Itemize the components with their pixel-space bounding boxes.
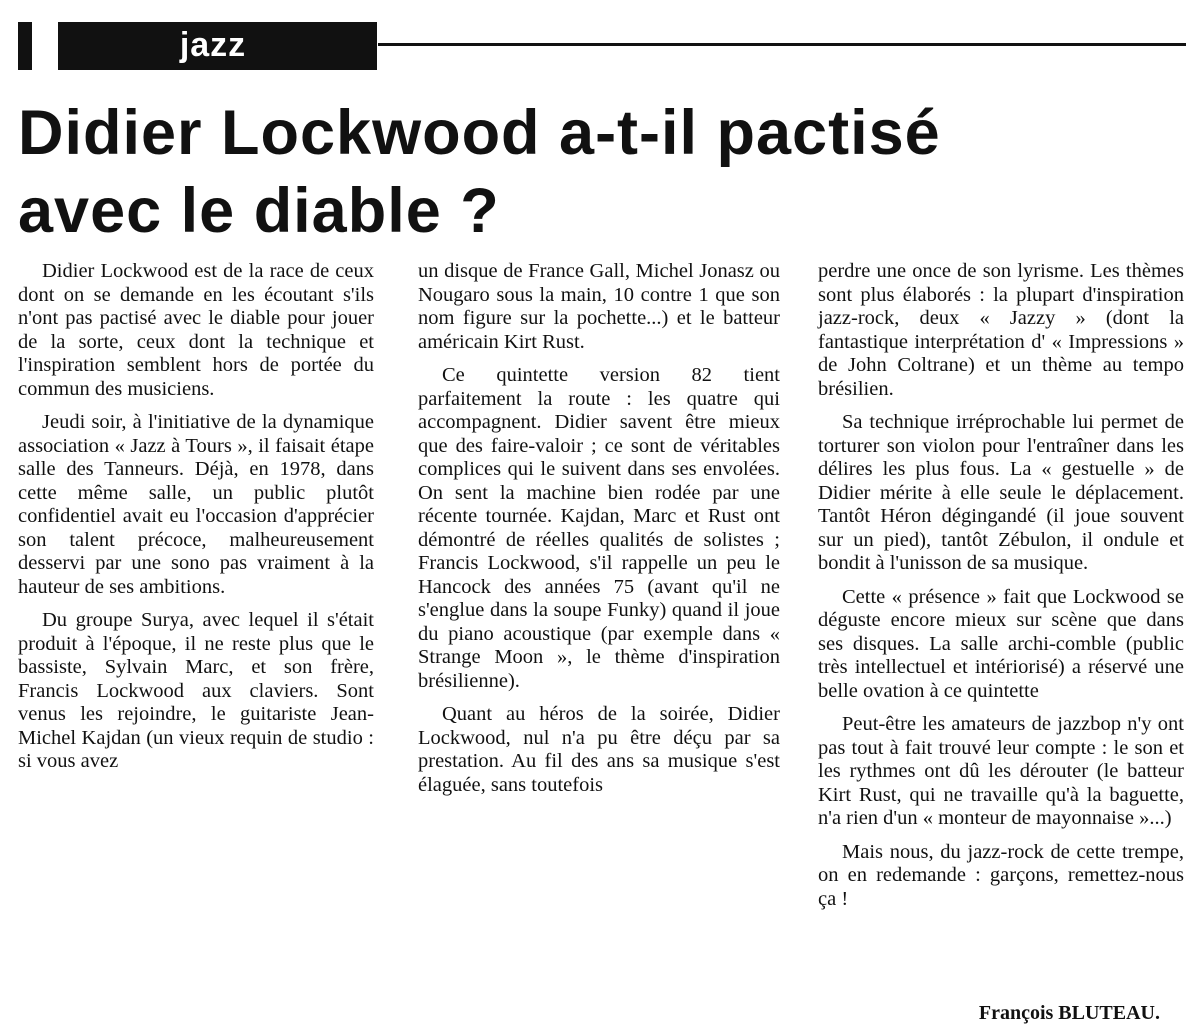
article-column-1: [18, 260, 374, 784]
paragraph: Quant au héros de la soirée, Didier Lockwood, nul n'a pu être déçu par sa prestation. Au fil des ans sa musique s'est élaguée, sans toutefois: [418, 703, 780, 796]
rubric-left-bar: [18, 22, 32, 70]
paragraph: Peut-être les amateurs de jazzbop n'y ont pas tout à fait trouvé leur compte : le son et les rythmes ont dû les dérouter (le batteur Kirt Rust, qui ne travaille qu'à la baguette, n'a rien d'un « monteur de mayonnaise »...): [818, 713, 1184, 829]
article-column-3: [818, 260, 1184, 921]
paragraph: Cette « présence » fait que Lockwood se déguste encore mieux sur scène que dans ses disques. La salle archi-comble (public très intellectuel et intériorisé) a réservé une belle ovation à ce quintette: [818, 585, 1184, 702]
paragraph: Jeudi soir, à l'initiative de la dynamique association « Jazz à Tours », il faisait étape salle des Tanneurs. Déjà, en 1978, dans cette même salle, un public plutôt confidentiel avait eu l'occasion d'apprécier son talent précoce, malheureusement desservi par une sono pas vraiment à la hauteur de ses ambitions.: [18, 411, 374, 598]
headline-line-2: avec le diable ?: [18, 176, 500, 246]
rubric-label: jazz: [179, 26, 247, 64]
rubric-rule-line: [378, 43, 1186, 46]
paragraph: Sa technique irréprochable lui permet de torturer son violon pour l'entraîner dans les délires les plus fous. La « gestuelle » de Didier mérite à elle seule le déplacement. Tantôt Héron dégingandé (il joue souvent sur un pied), tantôt Zébulon, il ondule et bondit à l'unisson de sa musique.: [818, 411, 1184, 574]
paragraph-continued: un disque de France Gall, Michel Jonasz ou Nougaro sous la main, 10 contre 1 que son nom figure sur la pochette...) et le batteur américain Kirt Rust.: [418, 260, 780, 353]
paragraph: Du groupe Surya, avec lequel il s'était produit à l'époque, il ne reste plus que le bassiste, Sylvain Marc, et son frère, Francis Lockwood aux claviers. Sont venus les rejoindre, le guitariste Jean-Michel Kajdan (un vieux requin de studio : si vous avez: [18, 609, 374, 772]
article-headline: [18, 94, 1188, 250]
paragraph-continued: perdre une once de son lyrisme. Les thèmes sont plus élaborés : la plupart d'inspiration jazz-rock, deux « Jazzy » (dont la fantastique interprétation d' « Impressions » de John Coltrane) et un thème au tempo brésilien.: [818, 260, 1184, 400]
author-signature: François BLUTEAU.: [978, 1002, 1160, 1024]
paragraph: Mais nous, du jazz-rock de cette trempe, on en redemande : garçons, remettez-nous ça !: [818, 840, 1184, 910]
paragraph: Didier Lockwood est de la race de ceux dont on se demande en les écoutant s'ils n'ont pas pactisé avec le diable pour jouer de la sorte, ceux dont la technique et l'inspiration semblent hors de portée du commun des musiciens.: [18, 260, 374, 400]
rubric-label-box: [58, 22, 368, 70]
section-rubric: [18, 22, 378, 70]
rubric-right-bar: [363, 22, 377, 70]
article-column-2: [418, 260, 780, 807]
headline-line-1: Didier Lockwood a-t-il pactisé: [18, 98, 941, 168]
paragraph: Ce quintette version 82 tient parfaitement la route : les quatre qui accompagnent. Didier savent être mieux que des faire-valoir ; ce sont de véritables complices qui le suivent dans ses envolées. On sent la machine bien rodée par une récente tournée. Kajdan, Marc et Rust ont démontré de réelles qualités de solistes ; Francis Lockwood, s'il rappelle un peu le Hancock des années 75 (avant qu'il ne s'englue dans la soupe Funky) quand il joue du piano acoustique (par exemple dans « Strange Moon », le thème d'inspiration brésilienne).: [418, 364, 780, 692]
